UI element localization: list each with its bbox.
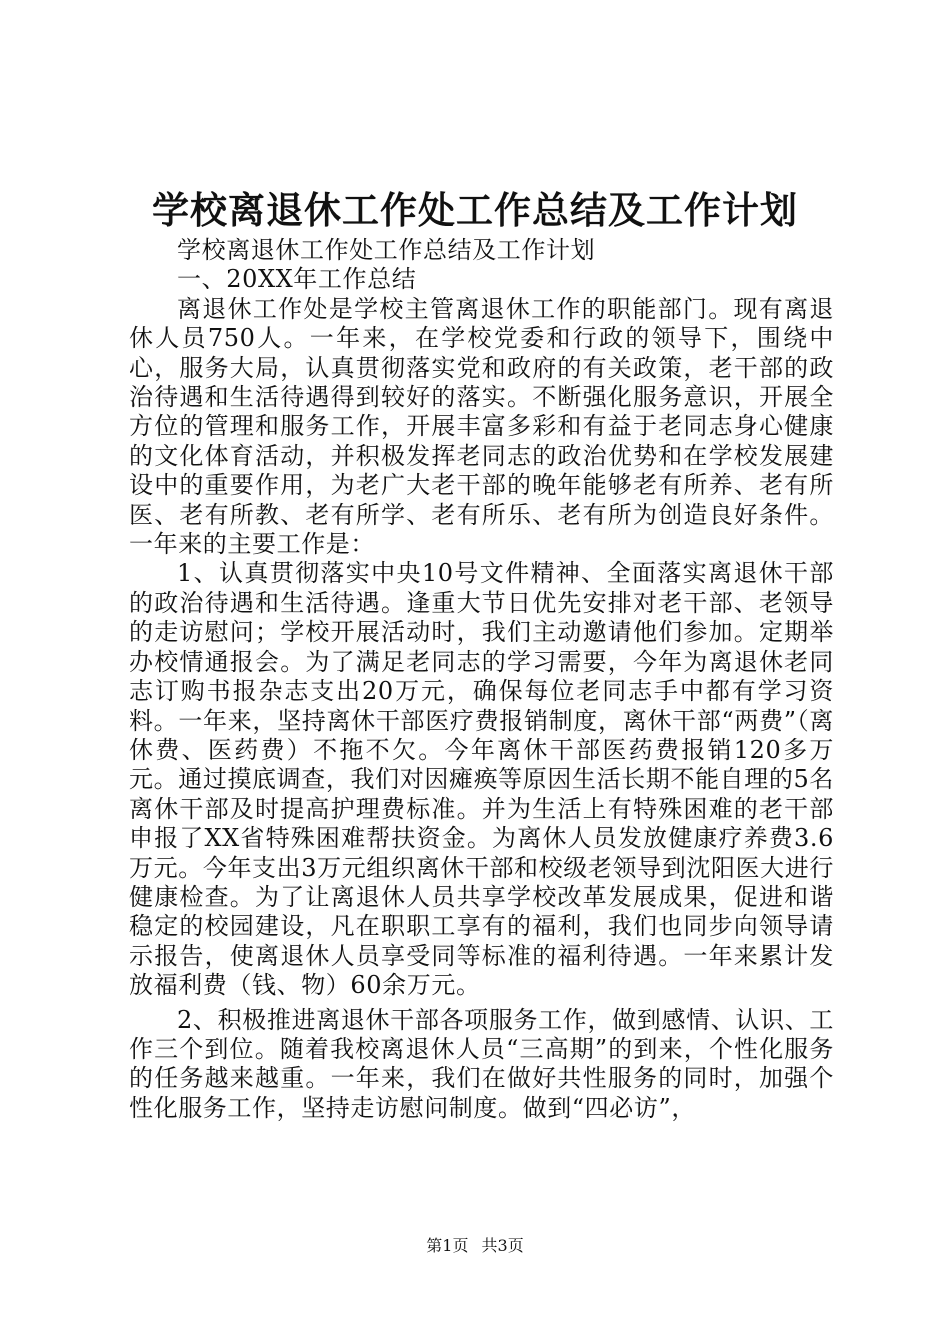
body-paragraph-subtitle: 学校离退休工作处工作总结及工作计划 <box>177 236 596 264</box>
body-paragraph-item-1: 1、认真贯彻落实中央10号文件精神、全面落实离退休干部的政治待遇和生活待遇。逢重大节日优先安排对老干部、老领导的走访慰问；学校开展活动时，我们主动邀请他们参加。定期举办校情通报会。为了满足老同志的学习需要，今年为离退休老同志订购书报杂志支出20万元，确保每位老同志手中都有学习资料。一年来，坚持离休干部医疗费报销制度，离休干部“两费”（离休费、医药费）不拖不欠。今年离休干部医药费报销120多万元。通过摸底调查，我们对因瘫痪等原因生活长期不能自理的5名离休干部及时提高护理费标准。并为生活上有特殊困难的老干部申报了XX省特殊困难帮扶资金。为离休人员发放健康疗养费3.6万元。今年支出3万元组织离休干部和校级老领导到沈阳医大进行健康检查。为了让离退休人员共享学校改革发展成果，促进和谐稳定的校园建设，凡在职职工享有的福利，我们也同步向领导请示报告，使离退休人员享受同等标准的福利待遇。一年来累计发放福利费（钱、物）60余万元。 <box>129 559 834 1000</box>
body-paragraph-intro: 离退休工作处是学校主管离退休工作的职能部门。现有离退休人员750人。一年来，在学校党委和行政的领导下，围绕中心，服务大局，认真贯彻落实党和政府的有关政策，老干部的政治待遇和生活待遇得到较好的落实。不断强化服务意识，开展全方位的管理和服务工作，开展丰富多彩和有益于老同志身心健康的文化体育活动，并积极发挥老同志的政治优势和在学校发展建设中的重要作用，为老广大老干部的晚年能够老有所养、老有所医、老有所教、老有所学、老有所乐、老有所为创造良好条件。一年来的主要工作是： <box>129 294 834 559</box>
document-title: 学校离退休工作处工作总结及工作计划 <box>152 188 798 232</box>
body-paragraph-heading: 一、20XX年工作总结 <box>177 265 417 294</box>
body-paragraph-item-2: 2、积极推进离退休干部各项服务工作，做到感情、认识、工作三个到位。随着我校离退休人员“三高期”的到来，个性化服务的任务越来越重。一年来，我们在做好共性服务的同时，加强个性化服务工作，坚持走访慰问制度。做到“四必访”， <box>129 1005 834 1122</box>
document-body <box>129 236 834 1123</box>
page-number: 第1页 <box>426 1236 469 1255</box>
page-footer <box>0 1236 950 1256</box>
page-total: 共3页 <box>481 1236 524 1255</box>
